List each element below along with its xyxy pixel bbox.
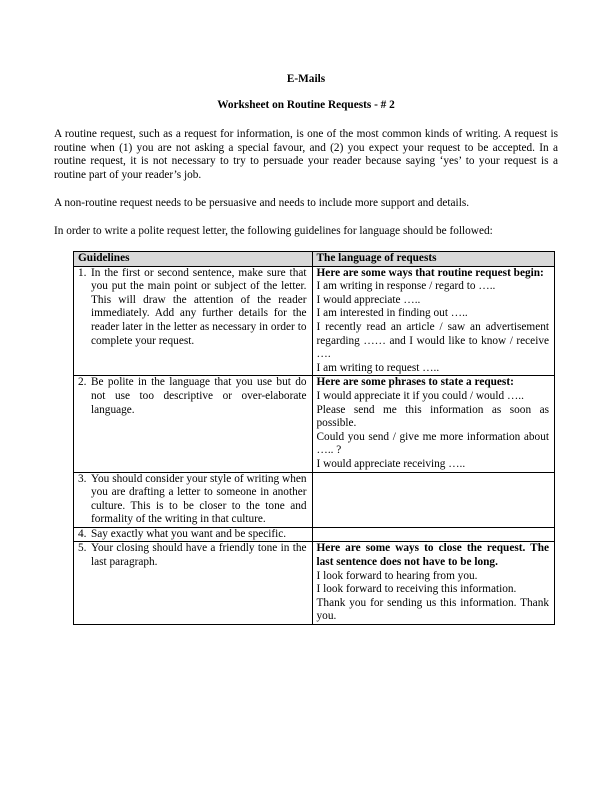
header-language: The language of requests (312, 252, 554, 267)
guidelines-intro-paragraph: In order to write a polite request letter, the following guidelines for language should be followed: (54, 225, 493, 237)
document-subtitle: Worksheet on Routine Requests - # 2 (217, 99, 395, 111)
guideline-text: Be polite in the language that you use but do not use too descriptive or over-elaborate language. (91, 376, 307, 416)
language-phrase: I look forward to hearing from you. (316, 569, 478, 582)
guideline-cell (74, 266, 313, 376)
language-phrase: I would appreciate it if you could / would ….. (316, 389, 524, 402)
language-phrase: Could you send / give me more information about ….. ? (316, 430, 549, 457)
guideline-number: 3. (78, 472, 87, 485)
language-phrase: I am writing in response / regard to ….. (316, 280, 496, 293)
language-phrase: I am interested in finding out ….. (316, 307, 468, 320)
header-guidelines: Guidelines (74, 252, 313, 267)
guideline-item (78, 528, 307, 542)
guideline-number: 5. (78, 542, 87, 555)
language-phrase: I recently read an article / saw an advertisement regarding …… and I would like to know / receive …. (316, 320, 549, 361)
table-row (74, 376, 555, 472)
language-phrase: I look forward to receiving this information. (316, 583, 517, 596)
guideline-text: In the first or second sentence, make sure that you put the main point or subject of the letter. This will draw the attention of the reader immediately. Add any further details for the reader later in the letter as necessary in order to complete your request. (91, 266, 307, 347)
table-row (74, 527, 555, 542)
guideline-cell (74, 527, 313, 542)
language-cell (312, 266, 554, 376)
language-heading: Here are some ways to close the request. The last sentence does not have to be long. (316, 542, 549, 569)
guidelines-table (73, 251, 555, 625)
guideline-item (78, 267, 307, 349)
table-header-row (74, 252, 555, 267)
language-cell (312, 376, 554, 472)
guideline-item (78, 542, 307, 569)
non-routine-paragraph: A non-routine request needs to be persuasive and needs to include more support and details. (54, 197, 470, 209)
intro-paragraph: A routine request, such as a request for information, is one of the most common kinds of writing. A request is routine when (1) you are not asking a special favour, and (2) you expect your request to be accepted. In a routine request, it is not necessary to try to persuade your reader because saying ‘yes’ to your request is a routine part of your reader’s job. (54, 128, 558, 181)
guideline-cell (74, 542, 313, 625)
guideline-cell (74, 472, 313, 527)
guideline-item (78, 376, 307, 417)
language-phrase: I am writing to request ….. (316, 361, 440, 374)
language-cell (312, 542, 554, 625)
guideline-number: 1. (78, 266, 87, 279)
table-row (74, 266, 555, 376)
language-phrase: I would appreciate ….. (316, 293, 421, 306)
guideline-text: You should consider your style of writing when you are drafting a letter to someone in another culture. This is to be closer to the tone and formality of the writing in that culture. (91, 472, 307, 526)
language-cell (312, 472, 554, 527)
language-phrase: I would appreciate receiving ….. (316, 457, 466, 470)
guideline-number: 2. (78, 376, 87, 389)
guideline-text: Your closing should have a friendly tone in the last paragraph. (91, 542, 307, 569)
guideline-number: 4. (78, 527, 87, 540)
guideline-cell (74, 376, 313, 472)
language-phrase: Please send me this information as soon as possible. (316, 403, 549, 430)
language-heading: Here are some phrases to state a request: (316, 376, 514, 389)
language-heading: Here are some ways that routine request begin: (316, 266, 544, 279)
table-body (74, 266, 555, 624)
guideline-text: Say exactly what you want and be specific. (91, 527, 287, 540)
guideline-item (78, 473, 307, 527)
language-phrase: Thank you for sending us this information. Thank you. (316, 596, 549, 623)
document-title: E-Mails (286, 73, 326, 85)
table-row (74, 472, 555, 527)
table-row (74, 542, 555, 625)
language-cell (312, 527, 554, 542)
